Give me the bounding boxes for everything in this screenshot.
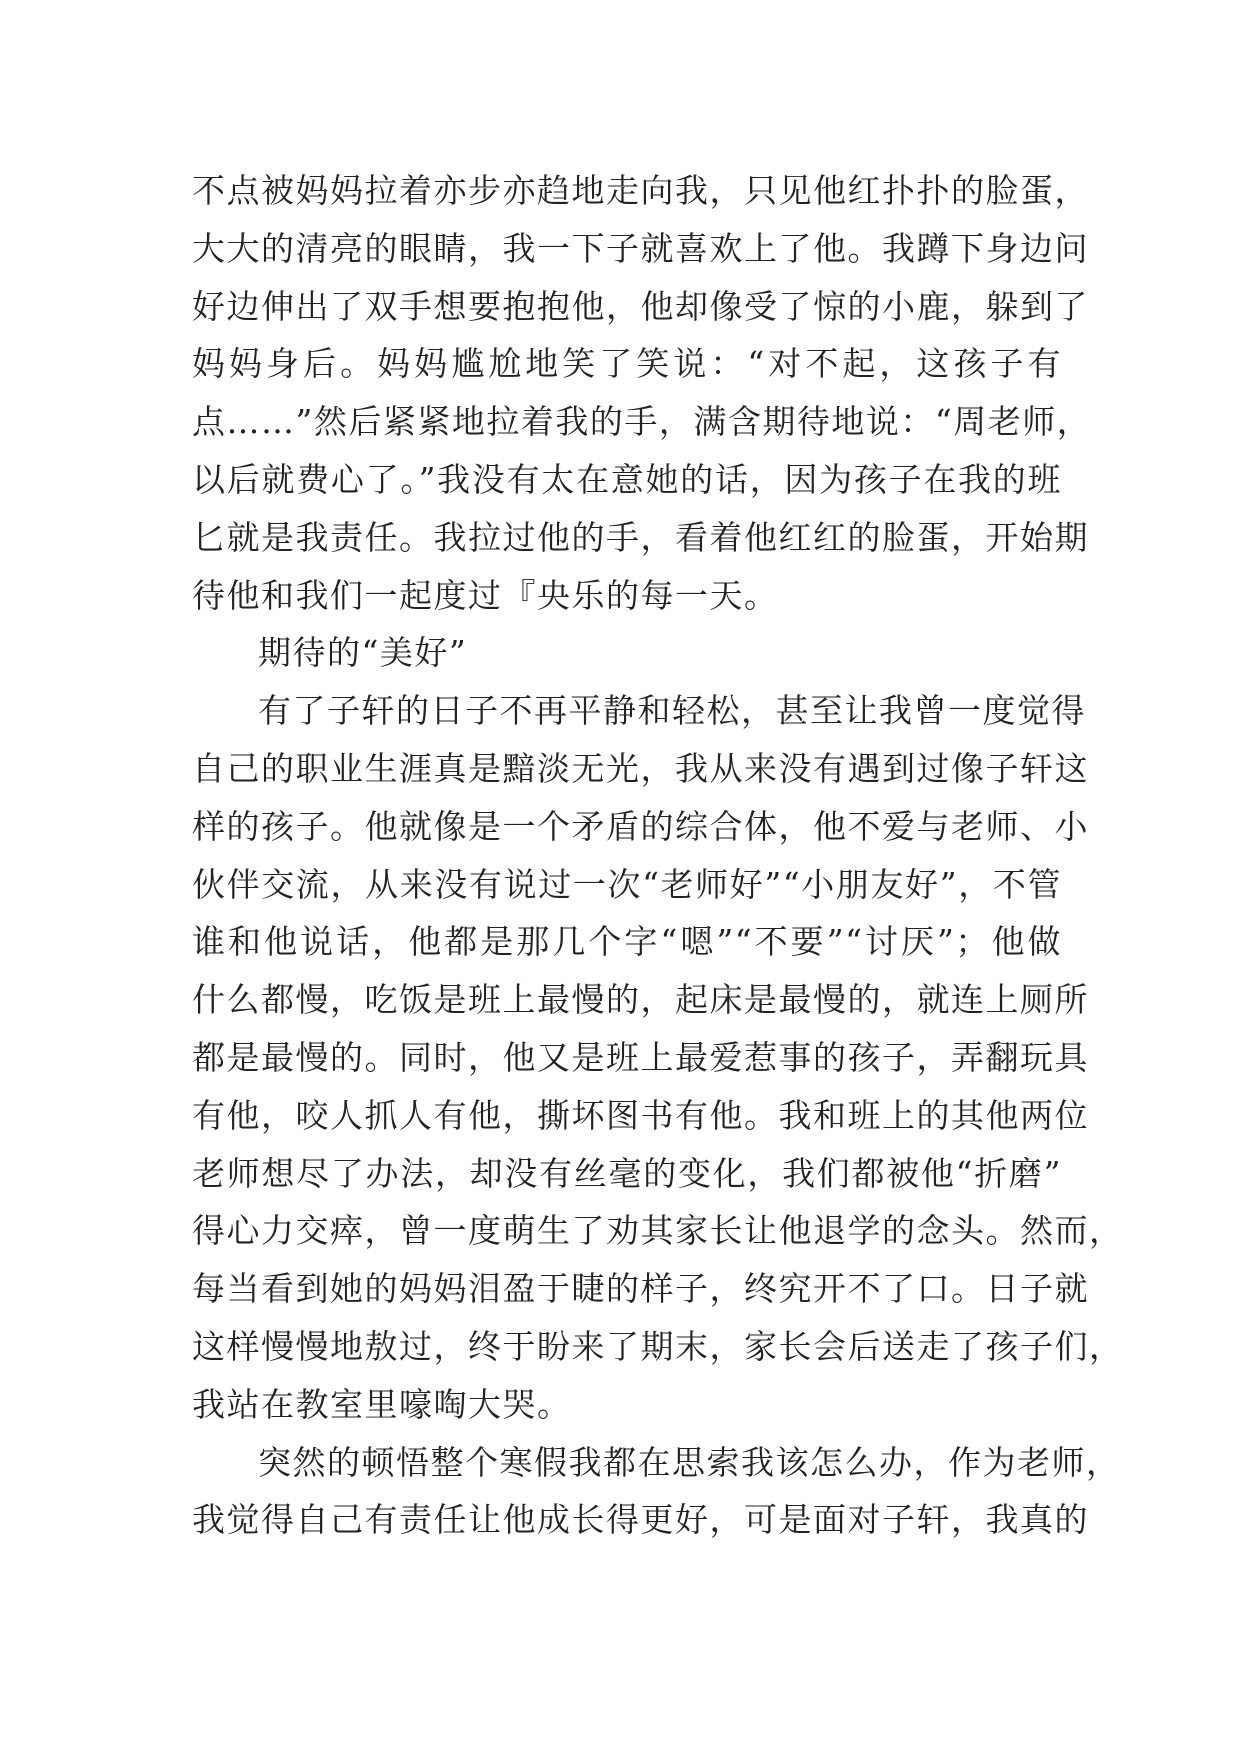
text-line: 老师想尽了办法，却没有丝毫的变化，我们都被他“折磨” xyxy=(192,1153,1062,1193)
text-line: 自己的职业生涯真是黯淡无光，我从来没有遇到过像子轩这 xyxy=(192,748,1089,788)
text-line: 这样慢慢地敖过，终于盼来了期末，家长会后送走了孩子们， xyxy=(192,1326,1124,1366)
text-line: 好边伸出了双手想要抱抱他，他却像受了惊的小鹿，躲到了 xyxy=(192,286,1089,326)
text-line: 妈妈身后。妈妈尴尬地笑了笑说：“对不起，这孩子有 xyxy=(192,344,1062,384)
paragraph-first-line: 有了子轩的日子不再平静和轻松，甚至让我曾一度觉得 xyxy=(258,691,1086,731)
text-line: 匕就是我责任。我拉过他的手，看着他红红的脸蛋，开始期 xyxy=(192,517,1089,557)
text-line: 都是最慢的。同时，他又是班上最爱惹事的孩子，弄翻玩具 xyxy=(192,1037,1089,1077)
text-line: 有他，咬人抓人有他，撕坏图书有他。我和班上的其他两位 xyxy=(192,1095,1089,1135)
text-line: 得心力交瘁，曾一度萌生了劝其家长让他退学的念头。然而， xyxy=(192,1211,1124,1251)
text-line: 待他和我们一起度过『央乐的每一天。 xyxy=(192,575,779,615)
text-line: 以后就费心了。”我没有太在意她的话，因为孩子在我的班 xyxy=(192,459,1062,499)
text-line: 大大的清亮的眼睛，我一下子就喜欢上了他。我蹲下身边问 xyxy=(192,228,1089,268)
text-line: 伙伴交流，从来没有说过一次“老师好”“小朋友好”，不管 xyxy=(192,864,1062,904)
paragraph-first-line: 突然的顿悟整个寒假我都在思索我该怎么办，作为老师， xyxy=(258,1442,1121,1482)
text-line: 每当看到她的妈妈泪盈于睫的样子，终究开不了口。日子就 xyxy=(192,1269,1089,1309)
text-line: 谁和他说话，他都是那几个字“嗯”“不要”“讨厌”；他做 xyxy=(192,922,1062,962)
text-line: 不点被妈妈拉着亦步亦趋地走向我，只见他红扑扑的脸蛋， xyxy=(192,171,1089,210)
text-line: 样的孩子。他就像是一个矛盾的综合体，他不爱与老师、小 xyxy=(192,806,1089,846)
text-line: 什么都慢，吃饭是班上最慢的，起床是最慢的，就连上厕所 xyxy=(192,980,1089,1020)
body-text xyxy=(192,162,1124,1549)
section-heading: 期待的“美好” xyxy=(258,633,468,673)
text-line: 我站在教室里嚎啕大哭。 xyxy=(192,1384,572,1424)
text-line: 点……”然后紧紧地拉着我的手，满含期待地说：“周老师， xyxy=(192,402,1092,442)
text-line: 我觉得自己有责任让他成长得更好，可是面对子轩，我真的 xyxy=(192,1500,1089,1540)
